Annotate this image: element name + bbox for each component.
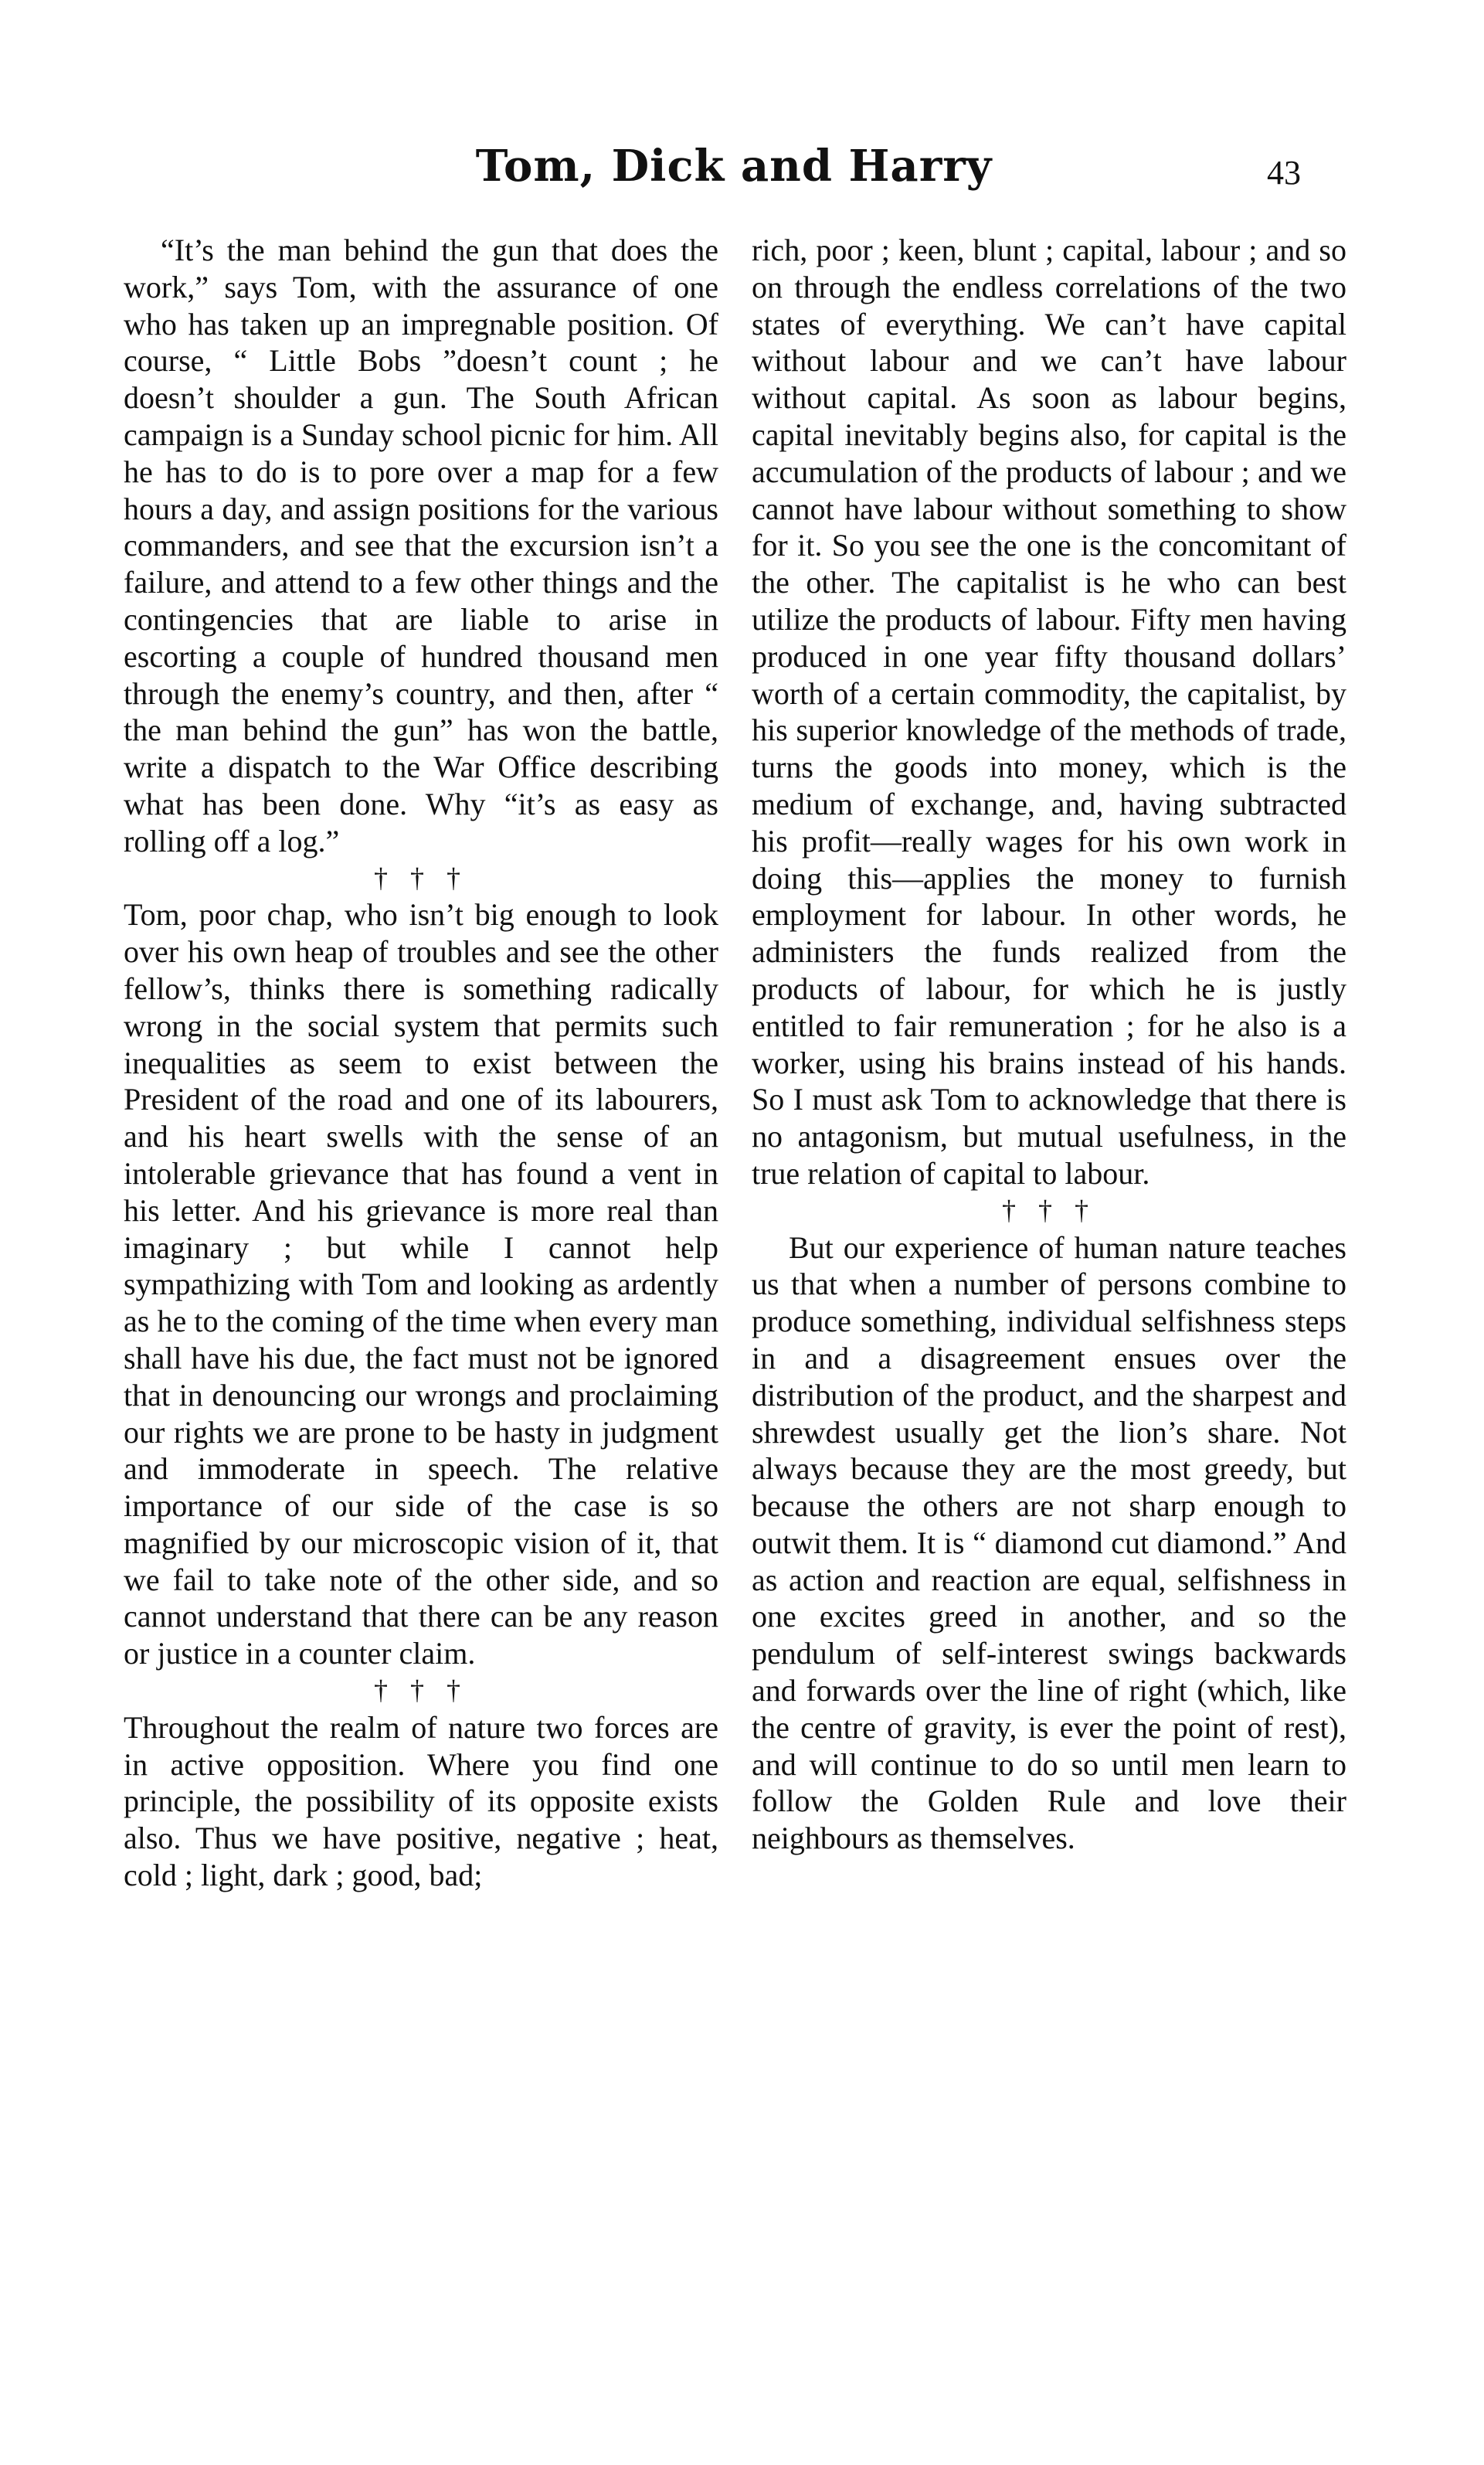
paragraph-tom-grievance: Tom, poor chap, who isn’t big enough to look over his own heap of troubles and see the other fellow’s, thinks there is something radically wrong in the social system that permits such inequalities as seem to exist between the President of the road and one of its labourers, and his heart swells with the sense of an intolerable grievance that has found a vent in his letter. And his grievance is more real than imaginary ; but while I cannot help sympathizing with Tom and looking as ardently as he to the coming of the time when every man shall have his due, the fact must not be ignored that in denouncing our wrongs and proclaiming our rights we are prone to be hasty in judgment and immoderate in speech. The relative importance of our side of the case is so magnified by our microscopic vision of it, that we fail to take note of the other side, and so cannot understand that there can be any reason or justice in a counter claim. bbox=[124, 897, 718, 1671]
page-number: 43 bbox=[1267, 154, 1301, 192]
section-separator: † † † bbox=[1002, 1194, 1096, 1226]
section-separator: † † † bbox=[374, 862, 468, 893]
section-separator: † † † bbox=[374, 1674, 468, 1706]
left-column bbox=[124, 232, 718, 2411]
paragraph-capital-and-labour: rich, poor ; keen, blunt ; capital, labour ; and so on through the endless correlations of the two states of everything. We can’t have capital without labour and we can’t have labour without capital. As soon as labour begins, capital inevitably begins also, for capital is the accumulation of the products of labour ; and we cannot have labour without something to show for it. So you see the one is the concomitant of the other. The capitalist is he who can best utilize the products of labour. Fifty men having produced in one year fifty thousand dollars’ worth of a certain commodity, the capitalist, by his superior knowledge of the methods of trade, turns the goods into money, which is the medium of exchange, and, having subtracted his profit—really wages for his own work in doing this—applies the money to furnish employment for labour. In other words, he administers the funds realized from the products of labour, for which he is justly entitled to fair remuneration ; for he also is a worker, using his brains instead of his hands. So I must ask Tom to acknowledge that there is no antagonism, but mutual usefulness, in the true relation of capital to labour. bbox=[752, 233, 1346, 1191]
running-title: Tom, Dick and Harry bbox=[475, 141, 993, 192]
paragraph-forces-of-nature: Throughout the realm of nature two forces are in active opposition. Where you find one principle, the possibility of its opposite exists also. Thus we have positive, negative ; heat, cold ; light, dark ; good, bad; bbox=[124, 1709, 718, 1893]
paragraph-human-nature: But our experience of human nature teaches us that when a number of persons combine to produce something, individual selfishness steps in and a disagreement ensues over the distribution of the product, and the sharpest and shrewdest usually get the lion’s share. Not always because they are the most greedy, but because the others are not sharp enough to outwit them. It is “ diamond cut diamond.” And as action and reaction are equal, selfishness in one excites greed in another, and so the pendulum of self-interest swings backwards and forwards over the line of right (which, like the centre of gravity, is ever the point of rest), and will continue to do so until men learn to follow the Golden Rule and love their neighbours as themselves. bbox=[752, 1229, 1346, 1856]
paragraph-man-behind-gun: “It’s the man behind the gun that does the work,” says Tom, with the assurance of one who has taken up an impregnable position. Of course, “ Little Bobs ”doesn’t count ; he doesn’t shoulder a gun. The South African campaign is a Sunday school picnic for him. All he has to do is to pore over a map for a few hours a day, and assign positions for the various commanders, and see that the excursion isn’t a failure, and attend to a few other things and the contingencies that are liable to arise in escorting a couple of hundred thousand men through the enemy’s country, and then, after “ the man behind the gun” has won the battle, write a dispatch to the War Office describing what has been done. Why “it’s as easy as rolling off a log.” bbox=[124, 233, 718, 858]
right-column bbox=[752, 232, 1346, 2411]
